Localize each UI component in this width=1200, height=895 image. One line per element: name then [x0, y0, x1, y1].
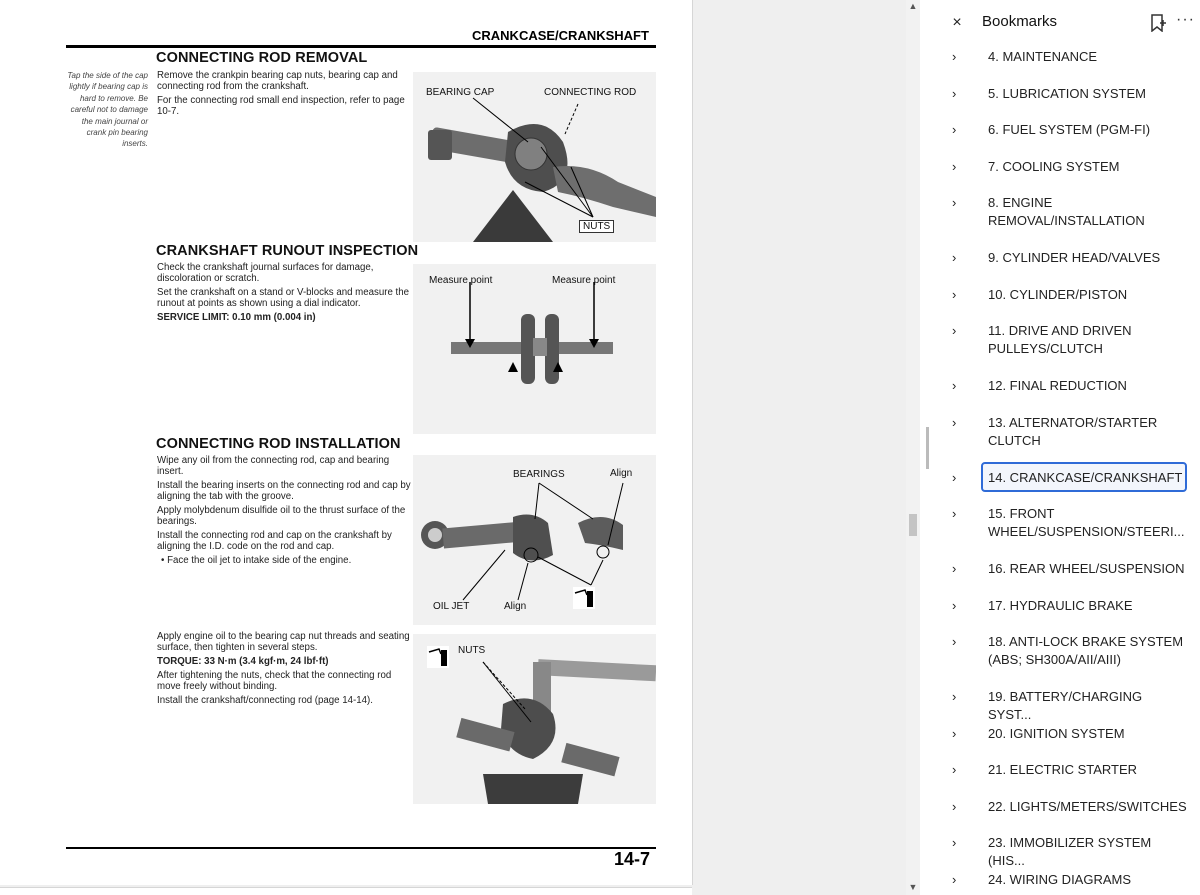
chevron-right-icon[interactable]: › — [952, 414, 957, 430]
connecting-rod-illustration — [413, 455, 656, 625]
chevron-right-icon[interactable]: › — [952, 725, 957, 741]
chevron-right-icon[interactable]: › — [952, 49, 957, 64]
chevron-right-icon[interactable]: › — [952, 85, 957, 101]
bookmark-label: 21. ELECTRIC STARTER — [988, 762, 1138, 777]
figure-label: CONNECTING ROD — [544, 87, 637, 98]
paragraph: Install the bearing inserts on the connecting rod and cap by aligning the tab with the groove. — [157, 480, 411, 502]
scrollbar-thumb[interactable] — [909, 514, 917, 536]
chevron-right-icon[interactable]: › — [952, 634, 957, 649]
scroll-down-arrow-icon[interactable]: ▼ — [908, 882, 918, 892]
bookmarks-panel — [938, 0, 1200, 895]
next-page-edge — [0, 887, 692, 895]
section-text-rod-installation — [157, 455, 411, 569]
paragraph: Remove the crankpin bearing cap nuts, bearing cap and connecting rod from the crankshaft. — [157, 70, 398, 92]
bookmark-label: 24. WIRING DIAGRAMS — [988, 871, 1132, 887]
page-number: 14-7 — [614, 849, 651, 869]
chevron-right-icon[interactable]: › — [952, 597, 957, 613]
section-text-torque — [157, 631, 411, 709]
figure-label: Align — [610, 468, 633, 479]
section-title-rod-installation: CONNECTING ROD INSTALLATION — [156, 436, 401, 452]
chevron-right-icon[interactable]: › — [952, 469, 957, 485]
figure-rod-installation — [413, 455, 656, 625]
chevron-right-icon[interactable]: › — [952, 158, 957, 174]
chevron-right-icon[interactable]: › — [952, 122, 957, 137]
bookmark-label: 10. CYLINDER/PISTON — [988, 286, 1128, 302]
service-limit: SERVICE LIMIT: 0.10 mm (0.004 in) — [157, 312, 316, 323]
section-title-runout: CRANKSHAFT RUNOUT INSPECTION — [156, 243, 419, 259]
bookmark-label: 13. ALTERNATOR/STARTER CLUTCH — [988, 414, 1158, 448]
margin-note: Tap the side of the cap lightly if bearing cap is hard to remove. Be careful not to damage the main journal or crank pin bearing inserts. — [67, 71, 148, 149]
bookmark-label: 5. LUBRICATION SYSTEM — [988, 85, 1146, 101]
figure-torque — [413, 634, 656, 804]
bookmark-label: 23. IMMOBILIZER SYSTEM (HIS... — [988, 835, 1152, 868]
figure-label: NUTS — [458, 645, 486, 656]
bookmark-label: 14. CRANKCASE/CRANKSHAFT — [988, 469, 1183, 485]
bookmark-label: 15. FRONT WHEEL/SUSPENSION/STEERI... — [988, 506, 1185, 539]
figure-label: OIL JET — [433, 601, 470, 612]
chevron-right-icon[interactable]: › — [952, 689, 957, 704]
figure-label: Measure point — [552, 275, 616, 286]
oil-can-icon — [573, 587, 595, 609]
bookmark-label: 19. BATTERY/CHARGING SYST... — [988, 689, 1143, 722]
chevron-right-icon[interactable]: › — [952, 835, 957, 850]
paragraph: Set the crankshaft on a stand or V-blocks and measure the runout at points as shown using a dial indicator. — [157, 287, 410, 309]
chevron-right-icon[interactable]: › — [952, 378, 957, 393]
bullet-item: • Face the oil jet to intake side of the engine. — [161, 555, 352, 566]
figure-label: BEARINGS — [513, 469, 565, 480]
paragraph: Check the crankshaft journal surfaces for damage, discoloration or scratch. — [157, 262, 374, 284]
figure-label: BEARING CAP — [426, 87, 495, 98]
bookmark-label: 18. ANTI-LOCK BRAKE SYSTEM (ABS; SH300A/AII/AIII) — [988, 634, 1184, 667]
torque-wrench-illustration — [413, 634, 656, 804]
bookmark-label: 16. REAR WHEEL/SUSPENSION — [988, 561, 1185, 576]
chevron-right-icon[interactable]: › — [952, 561, 957, 576]
more-options-icon[interactable]: ··· — [1176, 11, 1195, 28]
panel-resize-handle[interactable] — [926, 427, 929, 469]
bookmark-label: 7. COOLING SYSTEM — [988, 158, 1120, 174]
chevron-right-icon[interactable]: › — [952, 871, 957, 887]
bookmark-label: 9. CYLINDER HEAD/VALVES — [988, 250, 1161, 265]
figure-label: Measure point — [429, 275, 493, 286]
bookmarks-header — [938, 0, 1200, 44]
vertical-scrollbar[interactable] — [906, 0, 920, 895]
chevron-right-icon[interactable]: › — [952, 286, 957, 302]
torque-spec: TORQUE: 33 N·m (3.4 kgf·m, 24 lbf·ft) — [157, 656, 329, 667]
paragraph: Apply engine oil to the bearing cap nut threads and seating surface, then tighten in several steps. — [157, 631, 410, 653]
running-header: CRANKCASE/CRANKSHAFT — [472, 28, 649, 43]
bookmark-label: 6. FUEL SYSTEM (PGM-FI) — [988, 122, 1151, 137]
paragraph: Install the crankshaft/connecting rod (page 14-14). — [157, 695, 373, 706]
section-text-rod-removal — [157, 70, 411, 120]
chevron-right-icon[interactable]: › — [952, 323, 957, 338]
chevron-right-icon[interactable]: › — [952, 798, 957, 814]
scroll-up-arrow-icon[interactable]: ▲ — [908, 1, 918, 11]
paragraph: For the connecting rod small end inspection, refer to page 10-7. — [157, 95, 405, 117]
paragraph: Apply molybdenum disulfide oil to the thrust surface of the bearings. — [157, 505, 406, 527]
chevron-right-icon[interactable]: › — [952, 506, 957, 521]
oil-can-icon — [427, 646, 449, 668]
panel-title: Bookmarks — [982, 13, 1058, 30]
figure-runout — [413, 264, 656, 434]
figure-label: NUTS — [579, 220, 614, 233]
section-text-runout — [157, 262, 411, 326]
bookmark-label: 17. HYDRAULIC BRAKE — [988, 597, 1133, 613]
bookmark-label: 22. LIGHTS/METERS/SWITCHES — [988, 798, 1187, 814]
bookmark-label: 11. DRIVE AND DRIVEN PULLEYS/CLUTCH — [988, 323, 1132, 356]
paragraph: Wipe any oil from the connecting rod, cap and bearing insert. — [157, 455, 390, 477]
figure-rod-removal — [413, 72, 656, 242]
figure-label: Align — [504, 601, 527, 612]
add-bookmark-icon[interactable] — [1150, 14, 1166, 32]
paragraph: Install the connecting rod and cap on the crankshaft by aligning the I.D. code on the rod and cap. — [157, 530, 392, 552]
section-title-rod-removal: CONNECTING ROD REMOVAL — [156, 50, 368, 66]
chevron-right-icon[interactable]: › — [952, 250, 957, 265]
footer-rule — [66, 847, 656, 849]
paragraph: After tightening the nuts, check that the connecting rod move freely without binding. — [157, 670, 392, 692]
close-icon[interactable]: × — [952, 14, 962, 31]
chevron-right-icon[interactable]: › — [952, 195, 957, 210]
crankshaft-runout-illustration — [413, 264, 656, 434]
bookmark-label: 20. IGNITION SYSTEM — [988, 725, 1125, 741]
chevron-right-icon[interactable]: › — [952, 762, 957, 777]
bookmark-label: 8. ENGINE REMOVAL/INSTALLATION — [988, 195, 1145, 228]
header-rule — [66, 45, 656, 48]
bookmark-label: 4. MAINTENANCE — [988, 49, 1098, 64]
bookmark-label: 12. FINAL REDUCTION — [988, 378, 1127, 393]
